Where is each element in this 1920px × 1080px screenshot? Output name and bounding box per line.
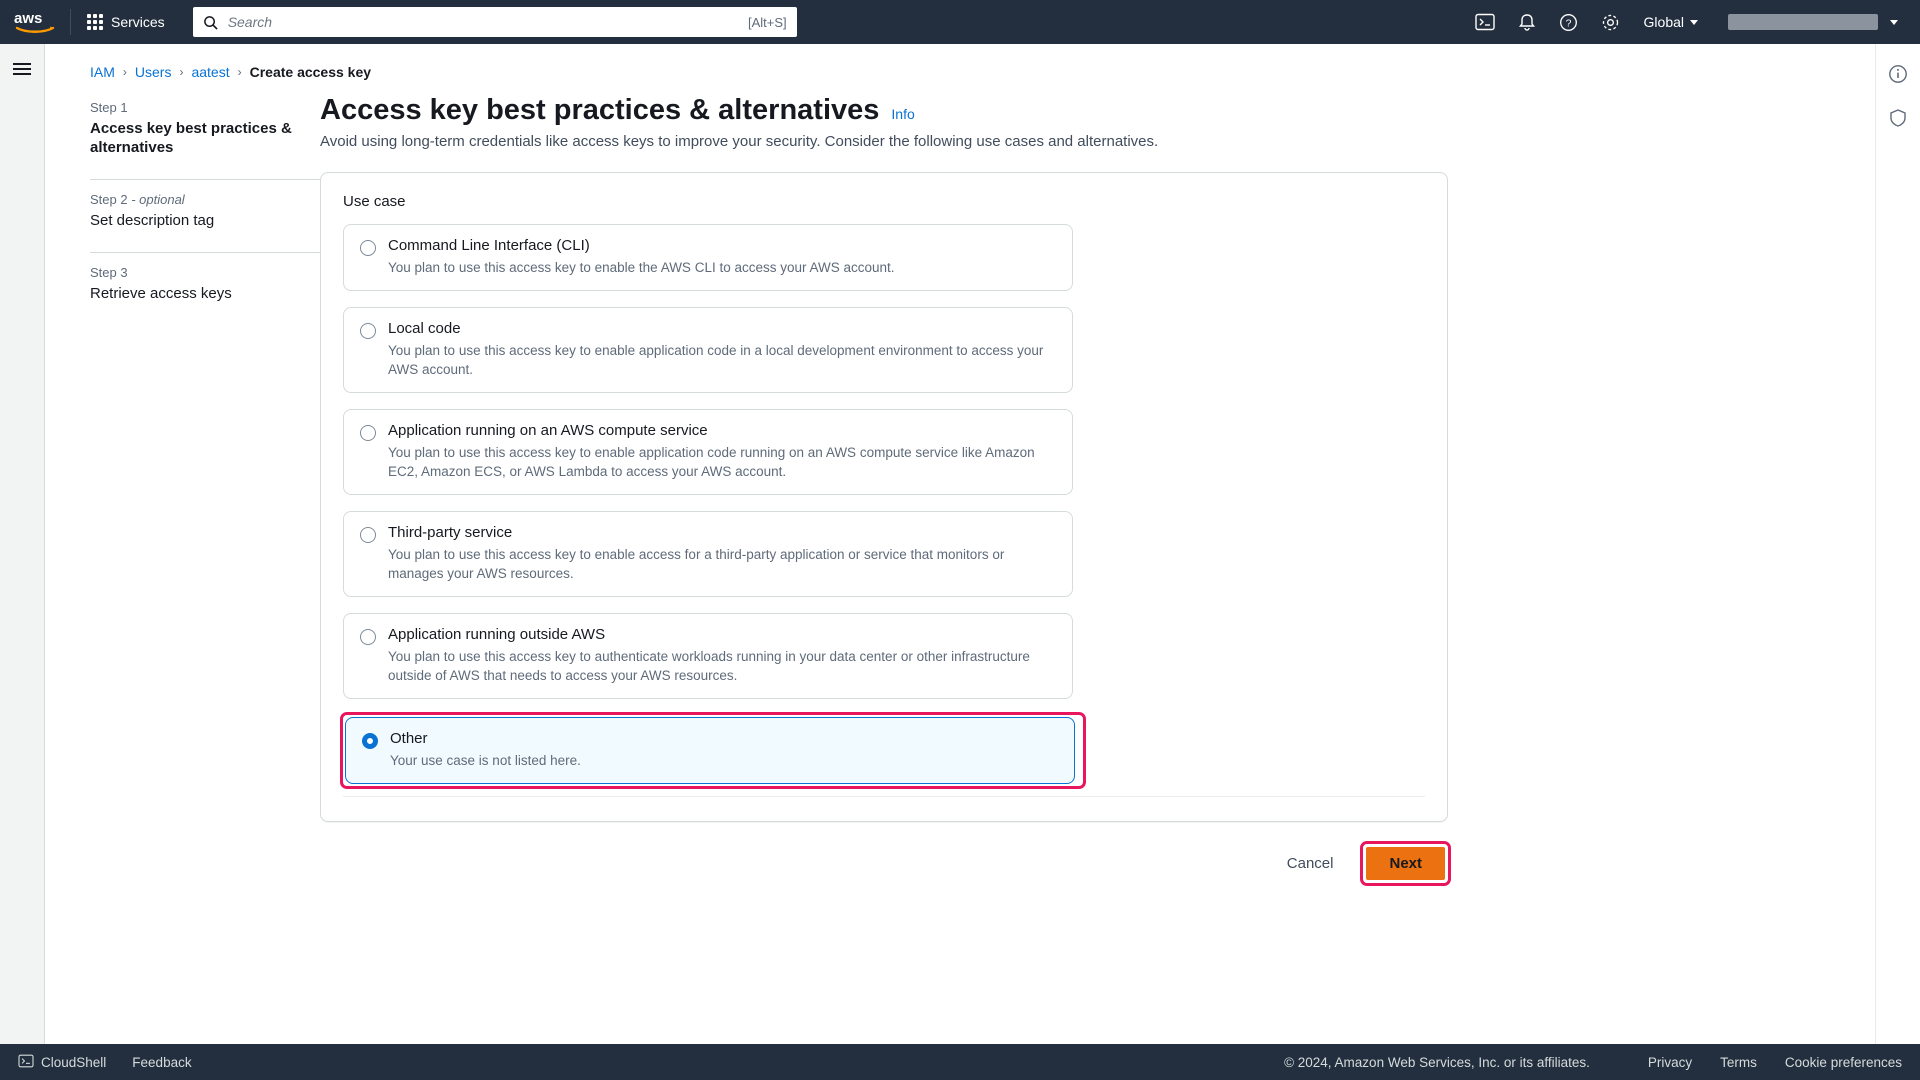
use-case-option-third-party-title: Third-party service: [388, 524, 513, 541]
wizard-step-2-title: Set description tag: [90, 212, 215, 229]
svg-text:aws: aws: [14, 10, 43, 27]
use-case-option-other-title: Other: [390, 730, 428, 747]
wizard-step-2-optional: - optional: [127, 192, 185, 207]
main-content: [45, 44, 1875, 1044]
cloudshell-icon: [18, 1054, 34, 1071]
left-navigation-rail: [0, 44, 45, 1044]
use-case-option-aws-compute-title: Application running on an AWS compute service: [388, 422, 708, 439]
breadcrumb: [45, 44, 1875, 80]
info-circle-icon[interactable]: [1884, 60, 1912, 88]
chevron-down-icon: [1690, 20, 1698, 25]
wizard-step-1-label: Step 1: [90, 100, 128, 115]
container-divider: [343, 796, 1425, 797]
account-name-redacted: [1728, 14, 1878, 30]
chevron-right-icon: ›: [237, 65, 242, 79]
use-case-option-outside-aws-title: Application running outside AWS: [388, 626, 606, 643]
step-divider: [90, 179, 322, 180]
next-button-highlight: [1363, 844, 1448, 883]
top-navigation-bar: [0, 0, 1920, 44]
use-case-option-outside-aws-desc: You plan to use this access key to authenticate workloads running in your data center or other infrastructure outside of AWS that needs to access your AWS resources.: [388, 649, 1030, 683]
wizard-step-1-title: Access key best practices & alternatives: [90, 120, 292, 156]
footer-link-cookie-preferences[interactable]: Cookie preferences: [1784, 1054, 1902, 1070]
chevron-right-icon: ›: [179, 65, 184, 79]
use-case-option-outside-aws[interactable]: [343, 613, 1073, 699]
wizard-step-2[interactable]: [90, 192, 292, 240]
use-case-option-local-code-title: Local code: [388, 320, 461, 337]
use-case-option-aws-compute[interactable]: [343, 409, 1073, 495]
top-navigation-right-group: [1466, 6, 1908, 38]
footer-link-terms[interactable]: Terms: [1720, 1054, 1757, 1070]
search-icon: [203, 15, 218, 30]
grid-icon: [87, 14, 103, 30]
cloudshell-icon[interactable]: [1466, 6, 1504, 38]
footer-bar: [0, 1044, 1920, 1080]
radio-button-aws-compute[interactable]: [360, 425, 376, 441]
menu-hamburger-icon[interactable]: [13, 60, 31, 78]
page-body: [0, 44, 1920, 1044]
step-divider: [90, 252, 322, 253]
wizard-step-2-number: Step 2: [90, 192, 128, 207]
radio-button-third-party[interactable]: [360, 527, 376, 543]
footer-link-privacy[interactable]: Privacy: [1647, 1054, 1693, 1070]
search-shortcut-hint: [Alt+S]: [748, 14, 787, 30]
wizard-steps-navigation: [90, 94, 320, 883]
search-input[interactable]: [226, 13, 748, 31]
help-question-icon[interactable]: [1550, 6, 1588, 38]
svg-text:?: ?: [1565, 18, 1572, 30]
global-search-bar[interactable]: [193, 7, 797, 37]
chevron-right-icon: ›: [122, 65, 127, 79]
footer-copyright: © 2024, Amazon Web Services, Inc. or its affiliates.: [1284, 1054, 1590, 1070]
page-title: [320, 94, 1465, 127]
use-case-option-third-party[interactable]: [343, 511, 1073, 597]
footer-feedback-button[interactable]: [132, 1055, 191, 1070]
use-case-option-cli-title: Command Line Interface (CLI): [388, 237, 590, 254]
services-menu-button[interactable]: [77, 8, 175, 36]
wizard-step-3-title: Retrieve access keys: [90, 285, 232, 302]
region-label: Global: [1643, 14, 1684, 30]
wizard-step-2-label: [90, 192, 292, 207]
wizard-actions: [320, 844, 1448, 883]
footer-cloudshell-label: CloudShell: [41, 1054, 107, 1070]
info-link[interactable]: Info: [891, 106, 915, 122]
footer-feedback-label: Feedback: [132, 1054, 192, 1070]
use-case-container: [320, 172, 1448, 822]
wizard-form-column: [320, 94, 1465, 883]
use-case-option-other[interactable]: [345, 717, 1075, 784]
next-button[interactable]: Next: [1366, 847, 1445, 880]
right-panel-rail: [1875, 44, 1920, 1044]
use-case-option-other-highlight: [343, 715, 1083, 786]
use-case-option-aws-compute-desc: You plan to use this access key to enable application code running on an AWS compute service like Amazon EC2, Amazon ECS, or AWS Lambda to access your AWS account.: [388, 445, 1035, 479]
wizard-step-3-label: Step 3: [90, 265, 128, 280]
settings-gear-icon[interactable]: [1592, 6, 1630, 38]
radio-button-other[interactable]: [362, 733, 378, 749]
account-menu-button[interactable]: [1712, 8, 1908, 36]
use-case-option-cli-desc: You plan to use this access key to enable the AWS CLI to access your AWS account.: [388, 260, 895, 275]
use-case-option-cli[interactable]: [343, 224, 1073, 291]
footer-cloudshell-button[interactable]: [18, 1054, 106, 1071]
nav-divider: [70, 9, 71, 35]
cancel-button[interactable]: Cancel: [1286, 855, 1334, 872]
wizard-step-1[interactable]: [90, 100, 292, 167]
page-description: Avoid using long-term credentials like access keys to improve your security. Consider the following use cases and alternatives.: [320, 133, 1159, 150]
use-case-option-local-code[interactable]: [343, 307, 1073, 393]
use-case-option-other-desc: Your use case is not listed here.: [390, 753, 581, 768]
use-case-option-local-code-desc: You plan to use this access key to enable application code in a local development environment to access your AWS account.: [388, 343, 1044, 377]
breadcrumb-item-aatest[interactable]: aatest: [191, 64, 230, 80]
wizard-step-3[interactable]: [90, 265, 292, 313]
radio-button-outside-aws[interactable]: [360, 629, 376, 645]
notifications-bell-icon[interactable]: [1508, 6, 1546, 38]
breadcrumb-item-users[interactable]: Users: [134, 64, 172, 80]
chevron-down-icon: [1890, 20, 1898, 25]
region-selector-button[interactable]: [1634, 8, 1708, 36]
wizard-layout: [45, 80, 1875, 883]
services-label: Services: [111, 14, 165, 30]
use-case-option-third-party-desc: You plan to use this access key to enable access for a third-party application or service that monitors or manages your AWS resources.: [388, 547, 1005, 581]
aws-logo-icon[interactable]: [12, 8, 58, 36]
breadcrumb-item-current: Create access key: [249, 64, 372, 80]
shield-icon[interactable]: [1884, 104, 1912, 132]
use-case-label: Use case: [343, 193, 406, 210]
page-title-text: Access key best practices & alternatives: [320, 94, 880, 126]
radio-button-local-code[interactable]: [360, 323, 376, 339]
radio-button-cli[interactable]: [360, 240, 376, 256]
breadcrumb-item-iam[interactable]: IAM: [90, 64, 115, 80]
